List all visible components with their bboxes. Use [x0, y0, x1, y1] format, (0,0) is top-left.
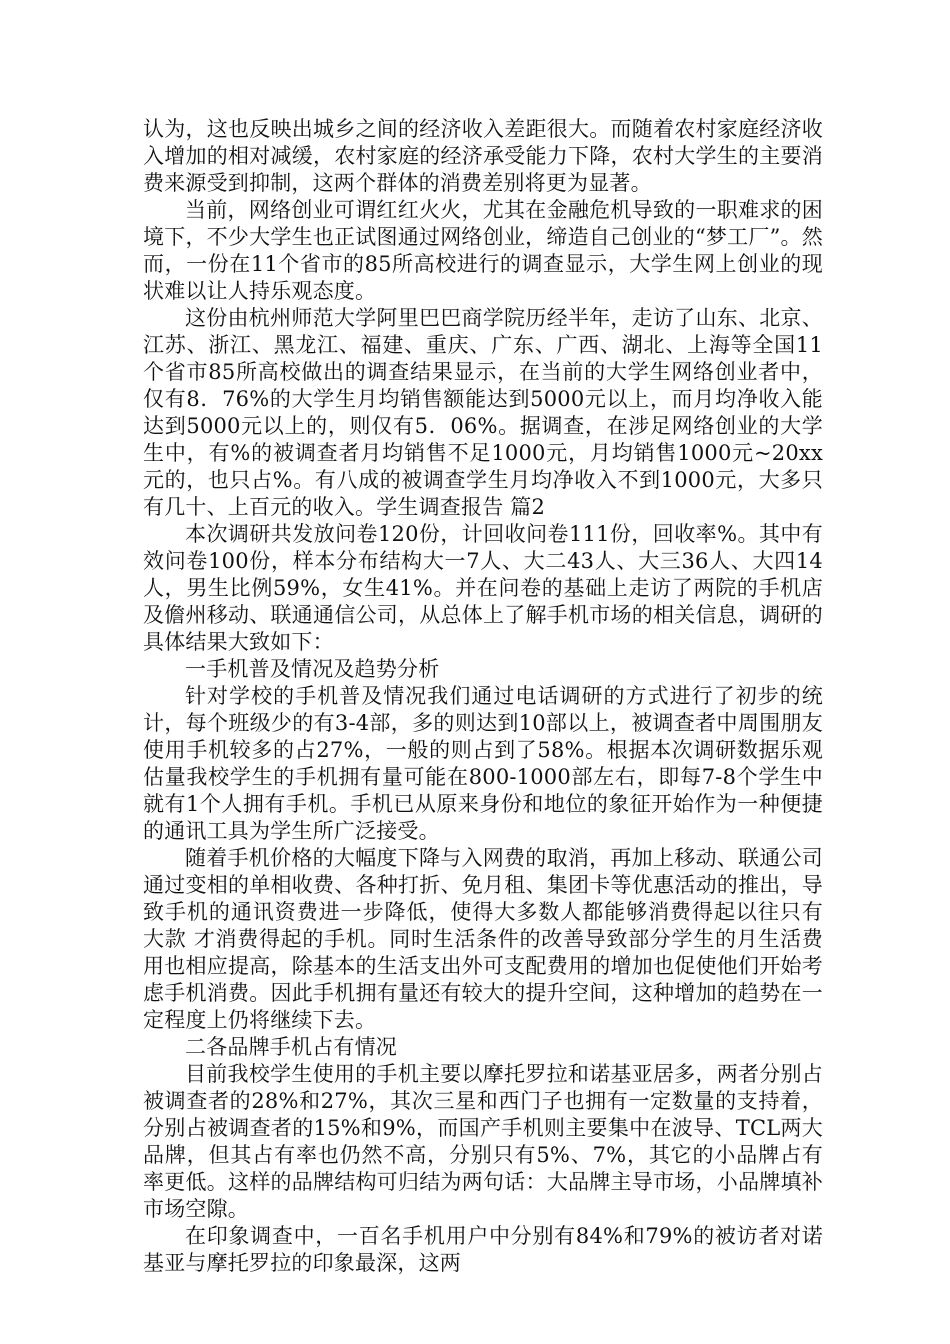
section-heading-2: 二各品牌手机占有情况: [185, 1035, 397, 1059]
paragraph-network-startup: 当前，网络创业可谓红红火火，尤其在金融危机导致的一职难求的困境下，不少大学生也正试图通过网络创业，缔造自己创业的“梦工厂”。然而，一份在11个省市的85所高校进行的调查显示，大学生网上创业的现状难以让人持乐观态度。: [143, 198, 823, 303]
paragraph-questionnaire: 本次调研共发放问卷120份，计回收问卷111份，回收率%。其中有效问卷100份，样本分布结构大一7人、大二43人、大三36人、大四14人，男生比例59%，女生41%。并在问卷的基础上走访了两院的手机店及儋州移动、联通通信公司，从总体上了解手机市场的相关信息，调研的具体结果大致如下：: [143, 522, 823, 654]
paragraph-brand-share: 目前我校学生使用的手机主要以摩托罗拉和诺基亚居多，两者分别占被调查者的28%和27%，其次三星和西门子也拥有一定数量的支持着，分别占被调查者的15%和9%，而国产手机则主要集中在波导、TCL两大品牌，但其占有率也仍然不高，分别只有5%、7%，其它的小品牌占有率更低。这样的品牌结构可归结为两句话：大品牌主导市场，小品牌填补市场空隙。: [143, 1062, 823, 1221]
paragraph-phone-penetration: 针对学校的手机普及情况我们通过电话调研的方式进行了初步的统计，每个班级少的有3-4部，多的则达到10部以上，被调查者中周围朋友使用手机较多的占27%，一般的则占到了58%。根据本次调研数据乐观估量我校学生的手机拥有量可能在800-1000部左右，即每7-8个学生中就有1个人拥有手机。手机已从原来身份和地位的象征开始作为一种便捷的通讯工具为学生所广泛接受。: [143, 684, 823, 843]
document-body: [143, 116, 823, 1277]
paragraph-continuation: 认为，这也反映出城乡之间的经济收入差距很大。而随着农村家庭经济收入增加的相对减缓，农村家庭的经济承受能力下降，农村大学生的主要消费来源受到抑制，这两个群体的消费差别将更为显著。: [143, 117, 823, 195]
paragraph-survey-results: 这份由杭州师范大学阿里巴巴商学院历经半年，走访了山东、北京、江苏、浙江、黑龙江、福建、重庆、广东、广西、湖北、上海等全国11个省市85所高校做出的调查结果显示，在当前的大学生网络创业者中，仅有8．76%的大学生月均销售额能达到5000元以上，而月均净收入能达到5000元以上的，则仅有5．06%。据调查，在涉足网络创业的大学生中，有%的被调查者月均销售不足1000元，月均销售1000元~20xx元的，也只占%。有八成的被调查学生月均净收入不到1000元，大多只有几十、上百元的收入。学生调查报告 篇2: [143, 306, 823, 519]
section-heading-1: 一手机普及情况及趋势分析: [185, 657, 440, 681]
paragraph-impression-survey: 在印象调查中，一百名手机用户中分别有84%和79%的被访者对诺基亚与摩托罗拉的印象最深，这两: [143, 1224, 823, 1275]
paragraph-price-trend: 随着手机价格的大幅度下降与入网费的取消，再加上移动、联通公司通过变相的单相收费、各种打折、免月租、集团卡等优惠活动的推出，导致手机的通讯资费进一步降低，使得大多数人都能够消费得起以往只有 大款 才消费得起的手机。同时生活条件的改善导致部分学生的月生活费用也相应提高，除基本的生活支出外可支配费用的增加也促使他们开始考虑手机消费。因此手机拥有量还有较大的提升空间，这种增加的趋势在一定程度上仍将继续下去。: [143, 846, 823, 1032]
